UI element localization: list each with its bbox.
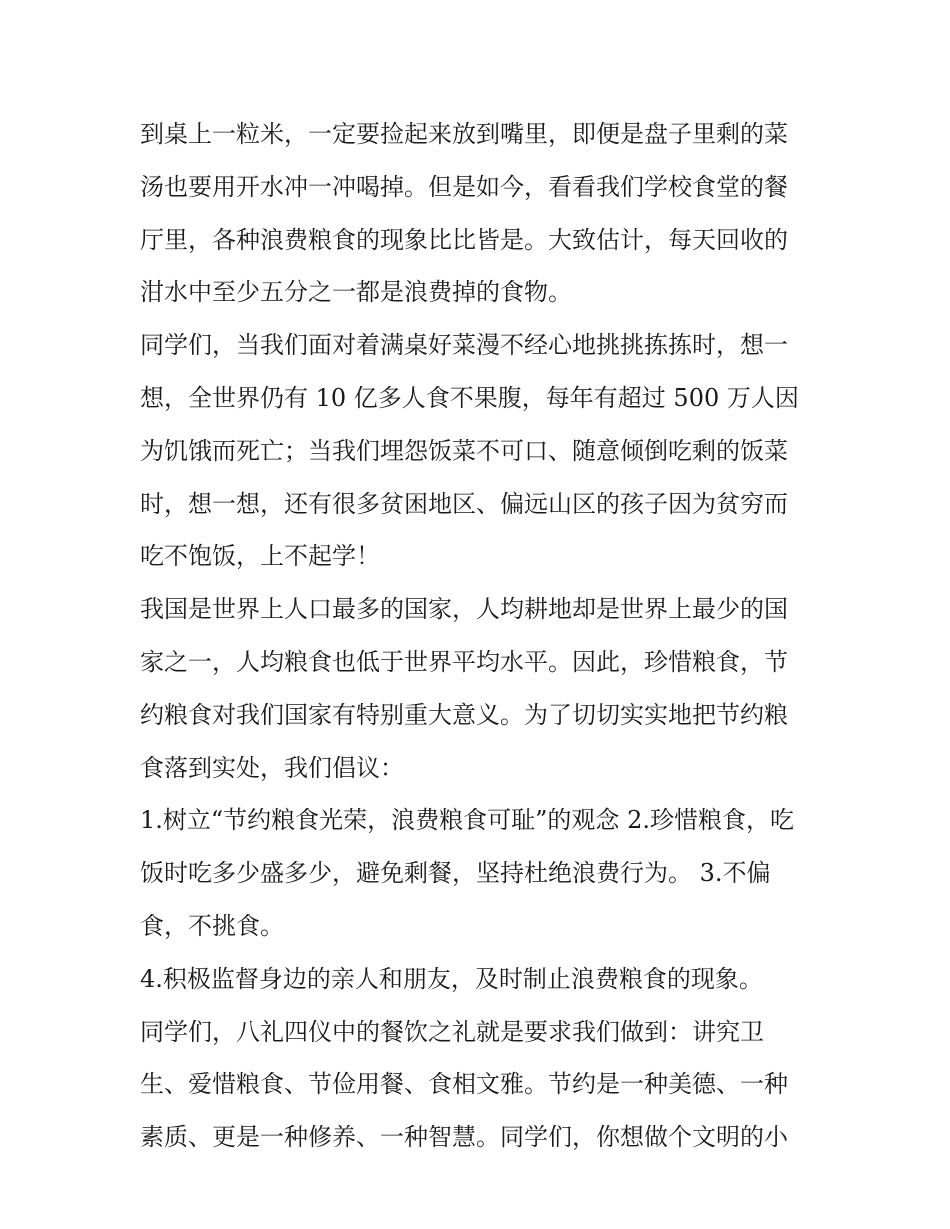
text-line: 时，想一想，还有很多贫困地区、偏远山区的孩子因为贫穷而 xyxy=(140,489,788,518)
text-line: 想，全世界仍有 10 亿多人食不果腹，每年有超过 500 万人因 xyxy=(140,383,799,412)
text-line: 我国是世界上人口最多的国家，人均耕地却是世界上最少的国 xyxy=(140,595,788,624)
text-line: 家之一，人均粮食也低于世界平均水平。因此，珍惜粮食，节 xyxy=(140,647,788,676)
text-line: 吃不饱饭，上不起学！ xyxy=(140,542,380,571)
text-line: 4.积极监督身边的亲人和朋友，及时制止浪费粮食的现象。 xyxy=(140,964,763,993)
text-line: 泔水中至少五分之一都是浪费掉的食物。 xyxy=(140,278,572,307)
text-line: 食落到实处，我们倡议： xyxy=(140,753,404,782)
text-line: 汤也要用开水冲一冲喝掉。但是如今，看看我们学校食堂的餐 xyxy=(140,172,788,201)
text-line: 同学们，八礼四仪中的餐饮之礼就是要求我们做到：讲究卫 xyxy=(140,1017,764,1046)
text-line: 生、爱惜粮食、节俭用餐、食相文雅。节约是一种美德、一种 xyxy=(140,1070,788,1099)
text-line: 厅里，各种浪费粮食的现象比比皆是。大致估计，每天回收的 xyxy=(140,225,788,254)
text-line: 为饥饿而死亡；当我们埋怨饭菜不可口、随意倾倒吃剩的饭菜 xyxy=(140,436,788,465)
text-line: 素质、更是一种修养、一种智慧。同学们，你想做个文明的小 xyxy=(140,1123,788,1152)
text-line: 同学们，当我们面对着满桌好菜漫不经心地挑挑拣拣时，想一 xyxy=(140,331,788,360)
text-line: 到桌上一粒米，一定要捡起来放到嘴里，即便是盘子里剩的菜 xyxy=(140,120,788,148)
text-line: 1.树立“节约粮食光荣，浪费粮食可耻”的观念 2.珍惜粮食，吃 xyxy=(140,806,794,835)
body-text xyxy=(140,108,820,1164)
text-line: 饭时吃多少盛多少，避免剩餐，坚持杜绝浪费行为。 3.不偏 xyxy=(140,859,771,888)
text-line: 食，不挑食。 xyxy=(140,911,284,940)
text-line: 约粮食对我们国家有特别重大意义。为了切切实实地把节约粮 xyxy=(140,700,788,729)
